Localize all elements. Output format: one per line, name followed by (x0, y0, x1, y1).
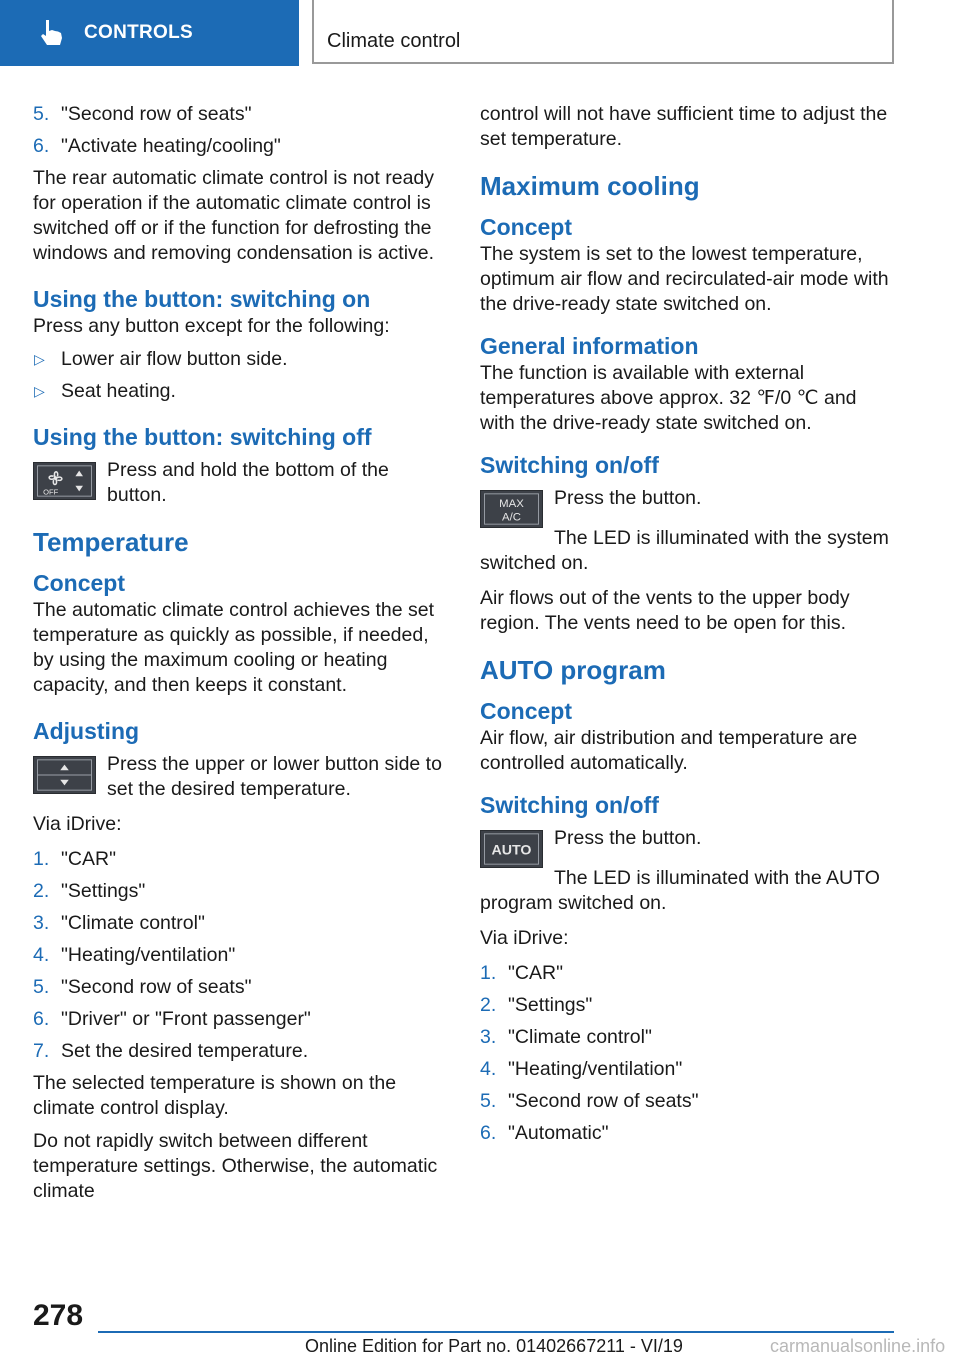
temp-up-down-button-icon (33, 756, 96, 794)
list-item: 5. "Second row of seats" (33, 103, 252, 125)
heading-adjusting: Adjusting (33, 718, 140, 744)
steps-list-idrive (480, 961, 895, 1146)
paragraph-temp-shown: The selected temperature is shown on the climate control display. (33, 1072, 397, 1119)
paragraph-via-idrive: Via iDrive: (480, 927, 569, 949)
paragraph-press-hold: Press and hold the bottom of the button. (107, 459, 389, 506)
page-tab-climate[interactable] (312, 0, 894, 64)
paragraph-rapid-switch: Do not rapidly switch between different temperature settings. Otherwise, the automatic climate (33, 1130, 438, 1202)
paragraph-continued: control will not have sufficient time to adjust the set temperature. (480, 103, 888, 150)
page-number: 278 (33, 1299, 84, 1332)
list-item: 6. "Activate heating/cooling" (33, 135, 281, 157)
svg-text:OFF: OFF (43, 487, 59, 497)
edition-text: Online Edition for Part no. 01402667211 - VI/19 (305, 1336, 683, 1356)
page-header (0, 0, 960, 66)
bullet-triangle-icon: ▷ (34, 383, 45, 399)
paragraph-press-any: Press any button except for the following: (33, 315, 390, 337)
list-item: 3. "Climate control" (33, 912, 205, 934)
heading-switching-off: Using the button: switching off (33, 424, 372, 450)
list-item: 4. "Heating/ventilation" (480, 1058, 683, 1080)
watermark: carmanualsonline.info (770, 1336, 946, 1356)
paragraph-general: The function is available with external temperatures above approx. 32 ℉/0 ℃ and with the drive-ready state switched on. (480, 362, 857, 434)
left-column (33, 102, 448, 1212)
steps-list-top (33, 102, 448, 159)
list-item: ▷ Seat heating. (34, 380, 176, 402)
temp-button-row (33, 752, 448, 802)
heading-auto-program: AUTO program (480, 655, 666, 685)
heading-maximum-cooling: Maximum cooling (480, 171, 700, 201)
hand-pointer-icon (38, 18, 66, 48)
heading-concept: Concept (480, 214, 572, 240)
paragraph-max-concept: The system is set to the lowest temperature, optimum air flow and recirculated-air mode with the drive-ready state switched on. (480, 243, 889, 315)
list-item: 1. "CAR" (33, 848, 117, 870)
paragraph-auto-concept: Air flow, air distribution and temperature are controlled automatically. (480, 727, 858, 774)
max-ac-button-row (480, 486, 895, 526)
heading-switching-on-off: Switching on/off (480, 452, 659, 478)
paragraph-press-upper-lower: Press the upper or lower button side to set the desired temperature. (107, 753, 442, 800)
fan-off-button-row (33, 458, 448, 508)
heading-switching-on: Using the button: switching on (33, 286, 371, 312)
steps-list-idrive (33, 847, 448, 1064)
list-item: ▷ Lower air flow button side. (34, 348, 288, 370)
list-item: 4. "Heating/ventilation" (33, 944, 236, 966)
exceptions-list (33, 347, 448, 404)
list-item: 2. "Settings" (33, 880, 146, 902)
right-column (480, 102, 895, 1153)
bullet-triangle-icon: ▷ (34, 351, 45, 367)
auto-button-row (480, 826, 895, 866)
list-item: 7. Set the desired temperature. (33, 1040, 309, 1062)
footer-divider (98, 1331, 894, 1333)
list-item: 6. "Driver" or "Front passenger" (33, 1008, 311, 1030)
section-tab-label: CONTROLS (84, 22, 194, 43)
svg-text:A/C: A/C (502, 511, 521, 524)
list-item: 1. "CAR" (480, 962, 564, 984)
list-item: 5. "Second row of seats" (33, 976, 252, 998)
paragraph-air-flows: Air flows out of the vents to the upper body region. The vents need to be open for this. (480, 587, 850, 634)
heading-switching-on-off: Switching on/off (480, 792, 659, 818)
list-item: 5. "Second row of seats" (480, 1090, 699, 1112)
paragraph-led-auto: The LED is illuminated with the AUTO program switched on. (480, 867, 880, 914)
fan-off-button-icon (33, 462, 96, 500)
heading-concept: Concept (480, 698, 572, 724)
svg-text:AUTO: AUTO (491, 842, 532, 859)
list-item: 2. "Settings" (480, 994, 593, 1016)
heading-concept: Concept (33, 570, 125, 596)
auto-button-icon (480, 830, 543, 868)
paragraph-via-idrive: Via iDrive: (33, 813, 122, 835)
paragraph-led-system: The LED is illuminated with the system switched on. (480, 527, 889, 574)
list-item: 3. "Climate control" (480, 1026, 652, 1048)
paragraph-concept: The automatic climate control achieves the set temperature as quickly as possible, if needed, by using the maximum cooling or heating capacity, and then keeps it constant. (33, 599, 435, 696)
svg-text:MAX: MAX (499, 498, 524, 511)
section-tab-controls[interactable] (0, 0, 299, 66)
heading-temperature: Temperature (33, 527, 189, 557)
max-ac-button-icon (480, 490, 543, 528)
list-item: 6. "Automatic" (480, 1122, 609, 1144)
paragraph-press-button: Press the button. (554, 827, 702, 849)
page-tab-label: Climate control (327, 30, 461, 52)
heading-general-information: General information (480, 333, 699, 359)
paragraph-press-button: Press the button. (554, 487, 702, 509)
paragraph-rear-climate: The rear automatic climate control is not ready for operation if the automatic climate control is switched off or if the function for defrosting the windows and removing condensation is active. (33, 167, 435, 264)
